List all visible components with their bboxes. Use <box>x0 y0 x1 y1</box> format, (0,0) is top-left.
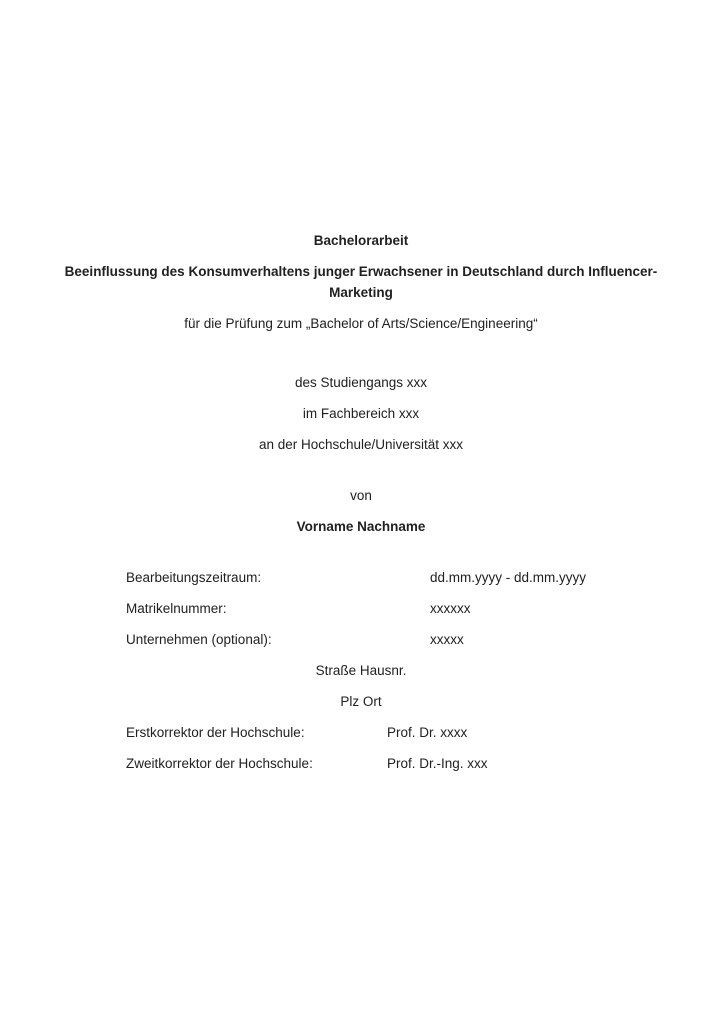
study-program-line: des Studiengangs xxx <box>294 375 428 390</box>
address-street-line: Straße Hausnr. <box>315 663 407 678</box>
reviewer-row-second <box>0 753 722 774</box>
thesis-title: Beeinflussung des Konsumverhaltens junger Erwachsener in Deutschland durch Influencer-Marketing <box>64 264 658 300</box>
company-value: xxxxx <box>430 632 464 647</box>
processing-period-label: Bearbeitungszeitraum: <box>126 570 262 585</box>
address-city-line: Plz Ort <box>340 694 382 709</box>
university-line: an der Hochschule/Universität xxx <box>258 437 464 452</box>
department-line: im Fachbereich xxx <box>302 406 420 421</box>
author-name: Vorname Nachname <box>296 519 426 534</box>
matriculation-number-label: Matrikelnummer: <box>126 601 227 616</box>
detail-row-matriculation-number <box>0 598 722 619</box>
exam-purpose-line: für die Prüfung zum „Bachelor of Arts/Science/Engineering“ <box>184 316 538 331</box>
second-reviewer-label: Zweitkorrektor der Hochschule: <box>126 756 313 771</box>
company-label: Unternehmen (optional): <box>126 632 272 647</box>
matriculation-number-value: xxxxxx <box>430 601 471 616</box>
detail-row-company <box>0 629 722 650</box>
second-reviewer-value: Prof. Dr.-Ing. xxx <box>387 756 488 771</box>
first-reviewer-label: Erstkorrektor der Hochschule: <box>126 725 305 740</box>
first-reviewer-value: Prof. Dr. xxxx <box>387 725 468 740</box>
detail-row-processing-period <box>0 567 722 588</box>
by-label: von <box>350 488 372 503</box>
document-type-heading: Bachelorarbeit <box>313 233 409 248</box>
processing-period-value: dd.mm.yyyy - dd.mm.yyyy <box>430 570 587 585</box>
reviewer-row-first <box>0 722 722 743</box>
